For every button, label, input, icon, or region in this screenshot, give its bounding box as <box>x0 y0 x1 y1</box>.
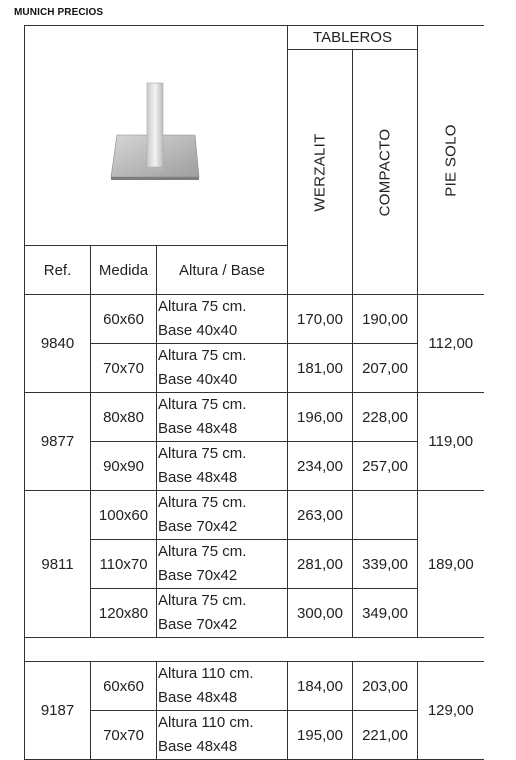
medida-cell: 110x70 <box>91 540 157 589</box>
altura-text: Altura 110 cm. <box>158 714 254 731</box>
col-header-pie-solo-label: PIE SOLO <box>442 123 460 197</box>
altura-base-cell <box>157 662 288 711</box>
document-title: MUNICH PRECIOS <box>14 7 104 18</box>
altura-text: Altura 75 cm. <box>158 347 247 364</box>
medida-cell: 70x70 <box>91 711 157 760</box>
werzalit-price: 170,00 <box>288 295 353 344</box>
compacto-price: 203,00 <box>353 662 418 711</box>
compacto-price <box>353 491 418 540</box>
medida-cell: 90x90 <box>91 442 157 491</box>
base-text: Base 70x42 <box>158 616 238 633</box>
werzalit-price: 281,00 <box>288 540 353 589</box>
compacto-price: 228,00 <box>353 393 418 442</box>
altura-text: Altura 75 cm. <box>158 543 247 560</box>
medida-cell: 60x60 <box>91 295 157 344</box>
pie-solo-price: 189,00 <box>418 491 484 638</box>
medida-cell: 120x80 <box>91 589 157 638</box>
altura-base-cell <box>157 491 288 540</box>
medida-cell: 70x70 <box>91 344 157 393</box>
table-row <box>25 442 484 491</box>
altura-base-cell <box>157 589 288 638</box>
col-header-werzalit-label: WERZALIT <box>311 132 329 212</box>
table-row <box>25 711 484 760</box>
compacto-price: 207,00 <box>353 344 418 393</box>
werzalit-price: 195,00 <box>288 711 353 760</box>
werzalit-price: 263,00 <box>288 491 353 540</box>
table-row <box>25 393 484 442</box>
col-header-pie-solo <box>418 26 484 295</box>
altura-text: Altura 75 cm. <box>158 396 247 413</box>
table-row <box>25 491 484 540</box>
werzalit-price: 300,00 <box>288 589 353 638</box>
base-text: Base 48x48 <box>158 738 238 755</box>
col-header-compacto <box>353 50 418 295</box>
base-text: Base 48x48 <box>158 420 238 437</box>
werzalit-price: 181,00 <box>288 344 353 393</box>
altura-base-cell <box>157 540 288 589</box>
section-separator <box>25 638 484 662</box>
altura-text: Altura 75 cm. <box>158 494 247 511</box>
pie-solo-price: 129,00 <box>418 662 484 760</box>
werzalit-price: 234,00 <box>288 442 353 491</box>
table-row <box>25 344 484 393</box>
medida-cell: 80x80 <box>91 393 157 442</box>
compacto-price: 190,00 <box>353 295 418 344</box>
table-base-image <box>101 81 211 191</box>
col-header-compacto-label: COMPACTO <box>376 128 394 216</box>
table-row <box>25 295 484 344</box>
medida-cell: 60x60 <box>91 662 157 711</box>
product-image-cell <box>25 26 288 246</box>
header-medida: Medida <box>91 246 157 295</box>
base-text: Base 48x48 <box>158 469 238 486</box>
altura-base-cell <box>157 442 288 491</box>
compacto-price: 257,00 <box>353 442 418 491</box>
compacto-price: 221,00 <box>353 711 418 760</box>
header-ref: Ref. <box>25 246 91 295</box>
ref-cell: 9877 <box>25 393 91 491</box>
table-row <box>25 662 484 711</box>
altura-base-cell <box>157 711 288 760</box>
group-header-tableros: TABLEROS <box>288 26 418 50</box>
base-text: Base 70x42 <box>158 567 238 584</box>
altura-text: Altura 75 cm. <box>158 592 247 609</box>
ref-cell: 9840 <box>25 295 91 393</box>
altura-text: Altura 75 cm. <box>158 445 247 462</box>
base-text: Base 40x40 <box>158 371 238 388</box>
altura-text: Altura 75 cm. <box>158 298 247 315</box>
compacto-price: 339,00 <box>353 540 418 589</box>
ref-cell: 9811 <box>25 491 91 638</box>
altura-base-cell <box>157 344 288 393</box>
table-row <box>25 540 484 589</box>
col-header-werzalit <box>288 50 353 295</box>
medida-cell: 100x60 <box>91 491 157 540</box>
pie-solo-price: 112,00 <box>418 295 484 393</box>
altura-text: Altura 110 cm. <box>158 665 254 682</box>
base-text: Base 48x48 <box>158 689 238 706</box>
price-table <box>24 25 484 760</box>
base-text: Base 70x42 <box>158 518 238 535</box>
header-altura-base: Altura / Base <box>157 246 288 295</box>
werzalit-price: 196,00 <box>288 393 353 442</box>
compacto-price: 349,00 <box>353 589 418 638</box>
ref-cell: 9187 <box>25 662 91 760</box>
table-row <box>25 589 484 638</box>
werzalit-price: 184,00 <box>288 662 353 711</box>
base-text: Base 40x40 <box>158 322 238 339</box>
altura-base-cell <box>157 393 288 442</box>
altura-base-cell <box>157 295 288 344</box>
pie-solo-price: 119,00 <box>418 393 484 491</box>
